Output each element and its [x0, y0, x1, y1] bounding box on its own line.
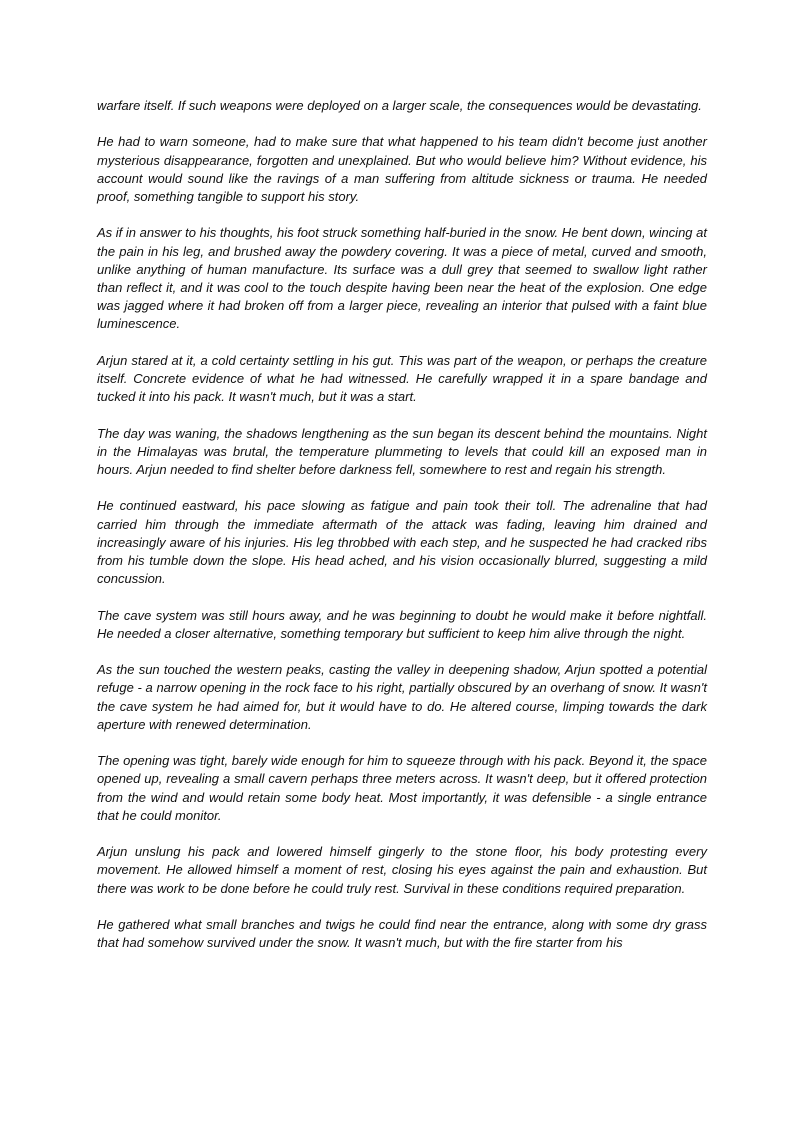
paragraph: warfare itself. If such weapons were deployed on a larger scale, the consequences would be devastating.: [97, 98, 702, 113]
paragraph: He had to warn someone, had to make sure that what happened to his team didn't become just another mysterious disappearance, forgotten and unexplained. But who would believe him? Without evidence, his account would sound like the ravings of a man suffering from altitude sickness or trauma. He needed proof, something tangible to support his story.: [97, 134, 707, 204]
paragraph: Arjun unslung his pack and lowered himself gingerly to the stone floor, his body protesting every movement. He allowed himself a moment of rest, closing his eyes against the pain and exhaustion. But there was work to be done before he could truly rest. Survival in these conditions required preparation.: [97, 844, 707, 896]
document-page: [97, 97, 707, 952]
paragraph: As if in answer to his thoughts, his foot struck something half-buried in the snow. He bent down, wincing at the pain in his leg, and brushed away the powdery covering. It was a piece of metal, curved and smooth, unlike anything of human manufacture. Its surface was a dull grey that seemed to swallow light rather than reflect it, and it was cool to the touch despite having been near the heat of the explosion. One edge was jagged where it had broken off from a larger piece, revealing an interior that pulsed with a faint blue luminescence.: [97, 225, 707, 332]
paragraph: The opening was tight, barely wide enough for him to squeeze through with his pack. Beyond it, the space opened up, revealing a small cavern perhaps three meters across. It wasn't deep, but it offered protection from the wind and would retain some body heat. Most importantly, it was defensible - a single entrance that he could monitor.: [97, 753, 707, 823]
paragraph: Arjun stared at it, a cold certainty settling in his gut. This was part of the weapon, or perhaps the creature itself. Concrete evidence of what he had witnessed. He carefully wrapped it in a spare bandage and tucked it into his pack. It wasn't much, but it was a start.: [97, 352, 707, 405]
paragraph: The cave system was still hours away, and he was beginning to doubt he would make it before nightfall. He needed a closer alternative, something temporary but sufficient to keep him alive through the night.: [97, 607, 707, 641]
paragraph: The day was waning, the shadows lengthening as the sun began its descent behind the mountains. Night in the Himalayas was brutal, the temperature plummeting to levels that could kill an exposed man in hours. Arjun needed to find shelter before darkness fell, somewhere to rest and regain his strength.: [97, 425, 707, 477]
paragraph: As the sun touched the western peaks, casting the valley in deepening shadow, Arjun spotted a potential refuge - a narrow opening in the rock face to his right, partially obscured by an overhang of snow. It wasn't the cave system he had aimed for, but it would have to do. He altered course, limping towards the dark aperture with renewed determination.: [97, 662, 707, 732]
paragraph: He continued eastward, his pace slowing as fatigue and pain took their toll. The adrenaline that had carried him through the immediate aftermath of the attack was fading, leaving him drained and increasingly aware of his injuries. His leg throbbed with each step, and he suspected he had cracked ribs from his tumble down the slope. His head ached, and his vision occasionally blurred, suggesting a mild concussion.: [97, 498, 707, 587]
paragraph: He gathered what small branches and twigs he could find near the entrance, along with some dry grass that had somehow survived under the snow. It wasn't much, but with the fire starter from his: [97, 916, 707, 951]
